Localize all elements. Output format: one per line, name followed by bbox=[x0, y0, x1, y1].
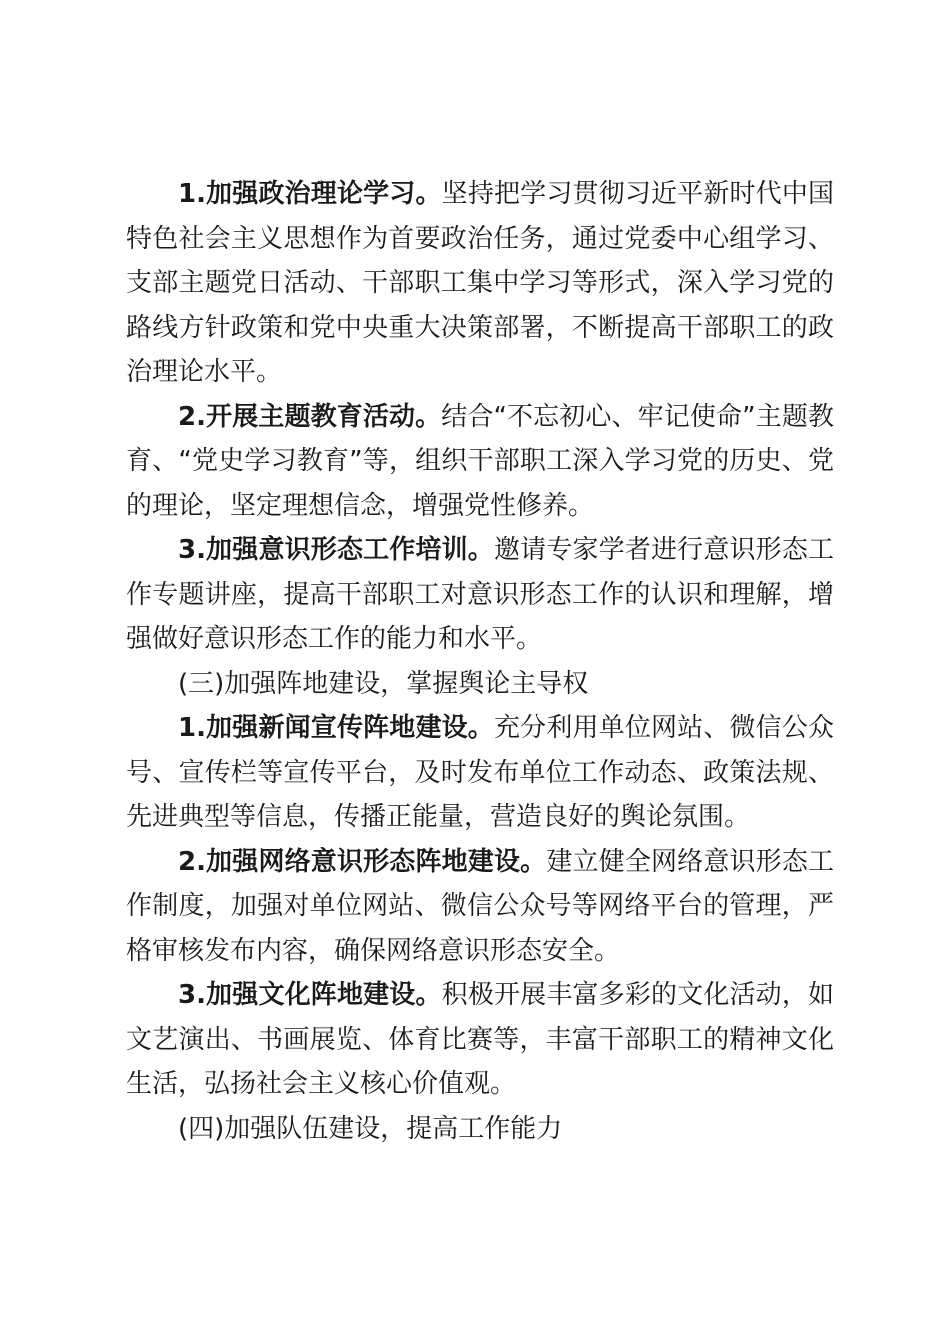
paragraph-lead: 2.开展主题教育活动。 bbox=[178, 401, 442, 432]
section-heading-text: (三)加强阵地建设，掌握舆论主导权 bbox=[178, 668, 589, 699]
paragraph-lead: 2.加强网络意识形态阵地建设。 bbox=[178, 846, 547, 877]
section-heading-team-building bbox=[126, 1107, 834, 1152]
paragraph-ideology-training bbox=[126, 528, 834, 662]
paragraph-text: 积极开展丰富多彩的文化活动，如文艺演出、书画展览、体育比赛等，丰富干部职工的精神文化生活，弘扬社会主义核心价值观。 bbox=[126, 980, 834, 1099]
paragraph-political-theory-study bbox=[126, 172, 834, 395]
paragraph-text: 充分利用单位网站、微信公众号、宣传栏等宣传平台，及时发布单位工作动态、政策法规、先进典型等信息，传播正能量，营造良好的舆论氛围。 bbox=[126, 713, 834, 832]
paragraph-network-ideology bbox=[126, 840, 834, 974]
paragraph-text: 邀请专家学者进行意识形态工作专题讲座，提高干部职工对意识形态工作的认识和理解，增强做好意识形态工作的能力和水平。 bbox=[126, 535, 834, 654]
paragraph-lead: 1.加强政治理论学习。 bbox=[178, 179, 442, 209]
paragraph-lead: 1.加强新闻宣传阵地建设。 bbox=[178, 713, 494, 743]
section-heading-position-building bbox=[126, 662, 834, 707]
paragraph-news-publicity bbox=[126, 706, 834, 840]
paragraph-text: 建立健全网络意识形态工作制度，加强对单位网站、微信公众号等网络平台的管理，严格审核发布内容，确保网络意识形态安全。 bbox=[126, 846, 834, 966]
paragraph-text: 坚持把学习贯彻习近平新时代中国特色社会主义思想作为首要政治任务，通过党委中心组学习、支部主题党日活动、干部职工集中学习等形式，深入学习党的路线方针政策和党中央重大决策部署，不断提高干部职工的政治理论水平。 bbox=[126, 179, 834, 387]
section-heading-text: (四)加强队伍建设，提高工作能力 bbox=[178, 1113, 563, 1144]
paragraph-cultural-position bbox=[126, 973, 834, 1107]
document-body bbox=[126, 172, 834, 1151]
paragraph-text: 结合“不忘初心、牢记使命”主题教育、“党史学习教育”等，组织干部职工深入学习党的历史、党的理论，坚定理想信念，增强党性修养。 bbox=[126, 401, 834, 521]
paragraph-lead: 3.加强意识形态工作培训。 bbox=[178, 535, 494, 565]
paragraph-lead: 3.加强文化阵地建设。 bbox=[178, 980, 442, 1010]
paragraph-theme-education bbox=[126, 395, 834, 529]
